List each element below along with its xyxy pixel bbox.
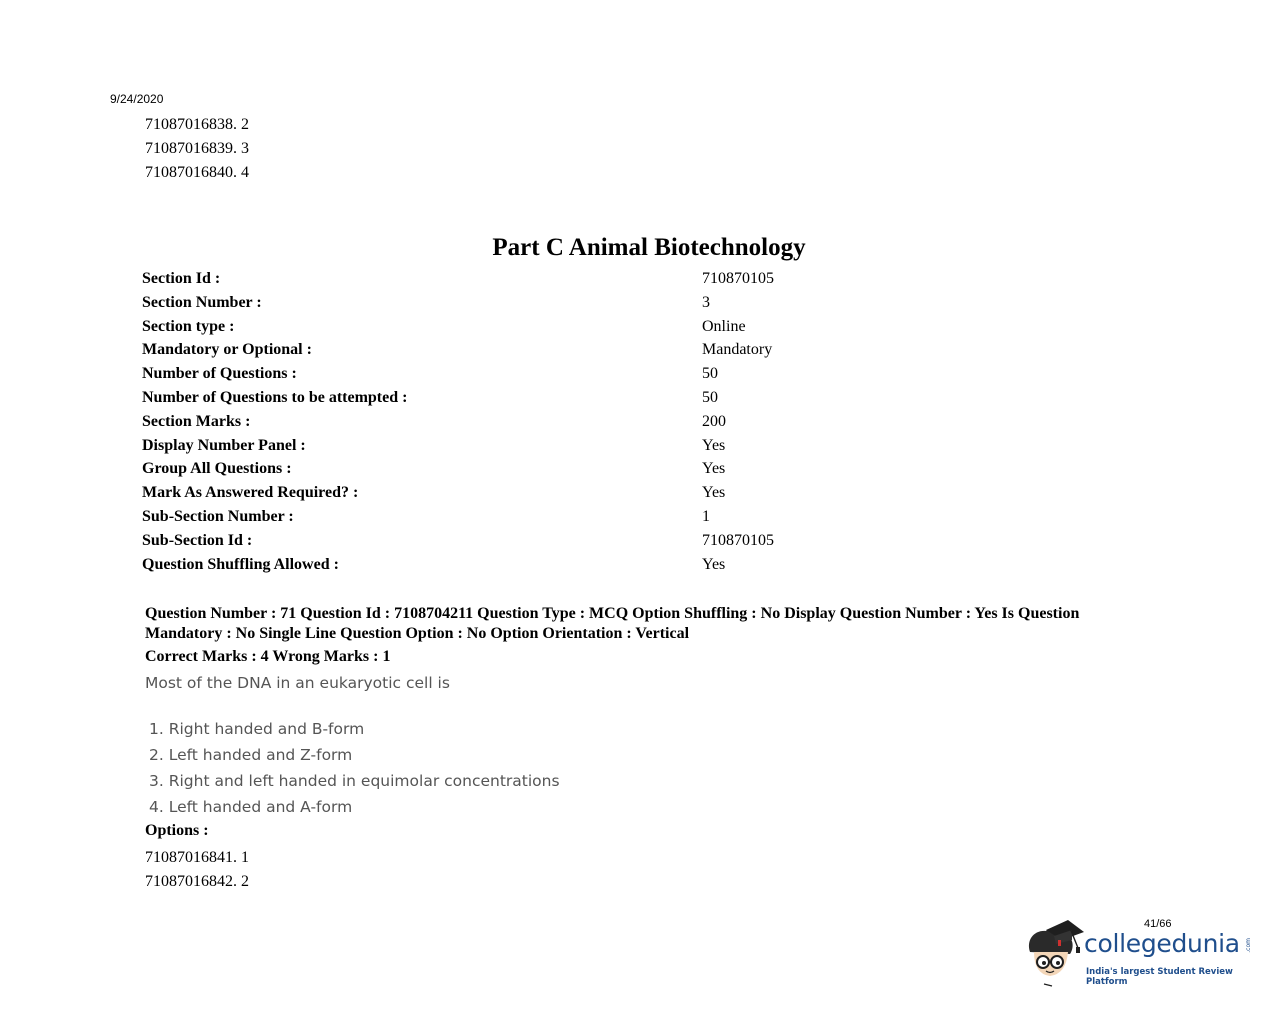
option-code: 71087016841. 1	[145, 849, 249, 866]
option-code: 71087016838. 2	[145, 116, 249, 133]
row-value: Yes	[702, 460, 726, 478]
row-label: Display Number Panel :	[142, 436, 306, 454]
row-label: Mark As Answered Required? :	[142, 484, 359, 502]
row-label: Section Marks :	[142, 412, 251, 430]
question-text: Most of the DNA in an eukaryotic cell is	[145, 674, 450, 692]
collegedunia-logo	[1024, 918, 1256, 992]
row-value: Yes	[702, 555, 726, 573]
table-row	[142, 410, 774, 434]
question-header: Question Number : 71 Question Id : 7108704211 Question Type : MCQ Option Shuffling : No Display Question Number : Yes Is Question Mandatory : No Single Line Question Option : No Option Orientation : Vertical	[145, 605, 1080, 642]
row-value: 3	[702, 293, 710, 311]
row-value: Online	[702, 317, 746, 335]
list-item: 2. Left handed and Z-form	[149, 746, 353, 764]
table-row	[142, 553, 774, 577]
row-value: 1	[702, 507, 710, 525]
list-item: 4. Left handed and A-form	[149, 798, 353, 816]
logo-tagline: India's largest Student Review Platform	[1086, 967, 1233, 987]
table-row	[142, 362, 774, 386]
table-row	[142, 291, 774, 315]
table-row	[142, 434, 774, 458]
option-code: 71087016839. 3	[145, 139, 249, 157]
table-row	[142, 529, 774, 553]
table-row	[142, 267, 774, 291]
row-label: Section Id :	[142, 270, 221, 287]
row-value: Yes	[702, 436, 726, 454]
table-row	[142, 386, 774, 410]
row-label: Number of Questions :	[142, 365, 297, 383]
answer-choices	[149, 716, 560, 820]
option-code: 71087016840. 4	[145, 163, 249, 181]
row-value: 710870105	[702, 531, 774, 549]
row-value: 200	[702, 412, 726, 430]
row-value: 710870105	[702, 270, 774, 287]
row-label: Group All Questions :	[142, 460, 292, 478]
row-label: Section Number :	[142, 293, 262, 311]
table-row	[142, 481, 774, 505]
option-codes	[145, 846, 249, 894]
row-label: Number of Questions to be attempted :	[142, 388, 408, 406]
row-label: Question Shuffling Allowed :	[142, 555, 339, 573]
logo-wordmark: collegedunia	[1084, 929, 1240, 958]
table-row	[142, 338, 774, 362]
row-label: Sub-Section Id :	[142, 531, 253, 549]
options-label: Options :	[145, 822, 209, 839]
mascot-icon	[1024, 918, 1086, 992]
table-row	[142, 505, 774, 529]
row-value: 50	[702, 365, 718, 383]
page-number: 41/66	[1144, 918, 1172, 930]
row-value: Mandatory	[702, 341, 773, 359]
row-label: Sub-Section Number :	[142, 507, 294, 525]
list-item: 1. Right handed and B-form	[149, 720, 365, 738]
question-marks: Correct Marks : 4 Wrong Marks : 1	[145, 648, 391, 665]
table-row	[142, 315, 774, 339]
section-details-table	[142, 267, 774, 576]
list-item: 3. Right and left handed in equimolar concentrations	[149, 772, 560, 790]
print-date: 9/24/2020	[110, 92, 164, 106]
row-label: Mandatory or Optional :	[142, 341, 312, 359]
option-code: 71087016842. 2	[145, 872, 249, 890]
row-value: 50	[702, 388, 718, 406]
row-value: Yes	[702, 484, 726, 502]
table-row	[142, 457, 774, 481]
section-title: Part C Animal Biotechnology	[492, 234, 806, 261]
previous-option-codes	[145, 113, 249, 184]
logo-suffix: .com	[1245, 938, 1252, 953]
row-label: Section type :	[142, 317, 235, 335]
